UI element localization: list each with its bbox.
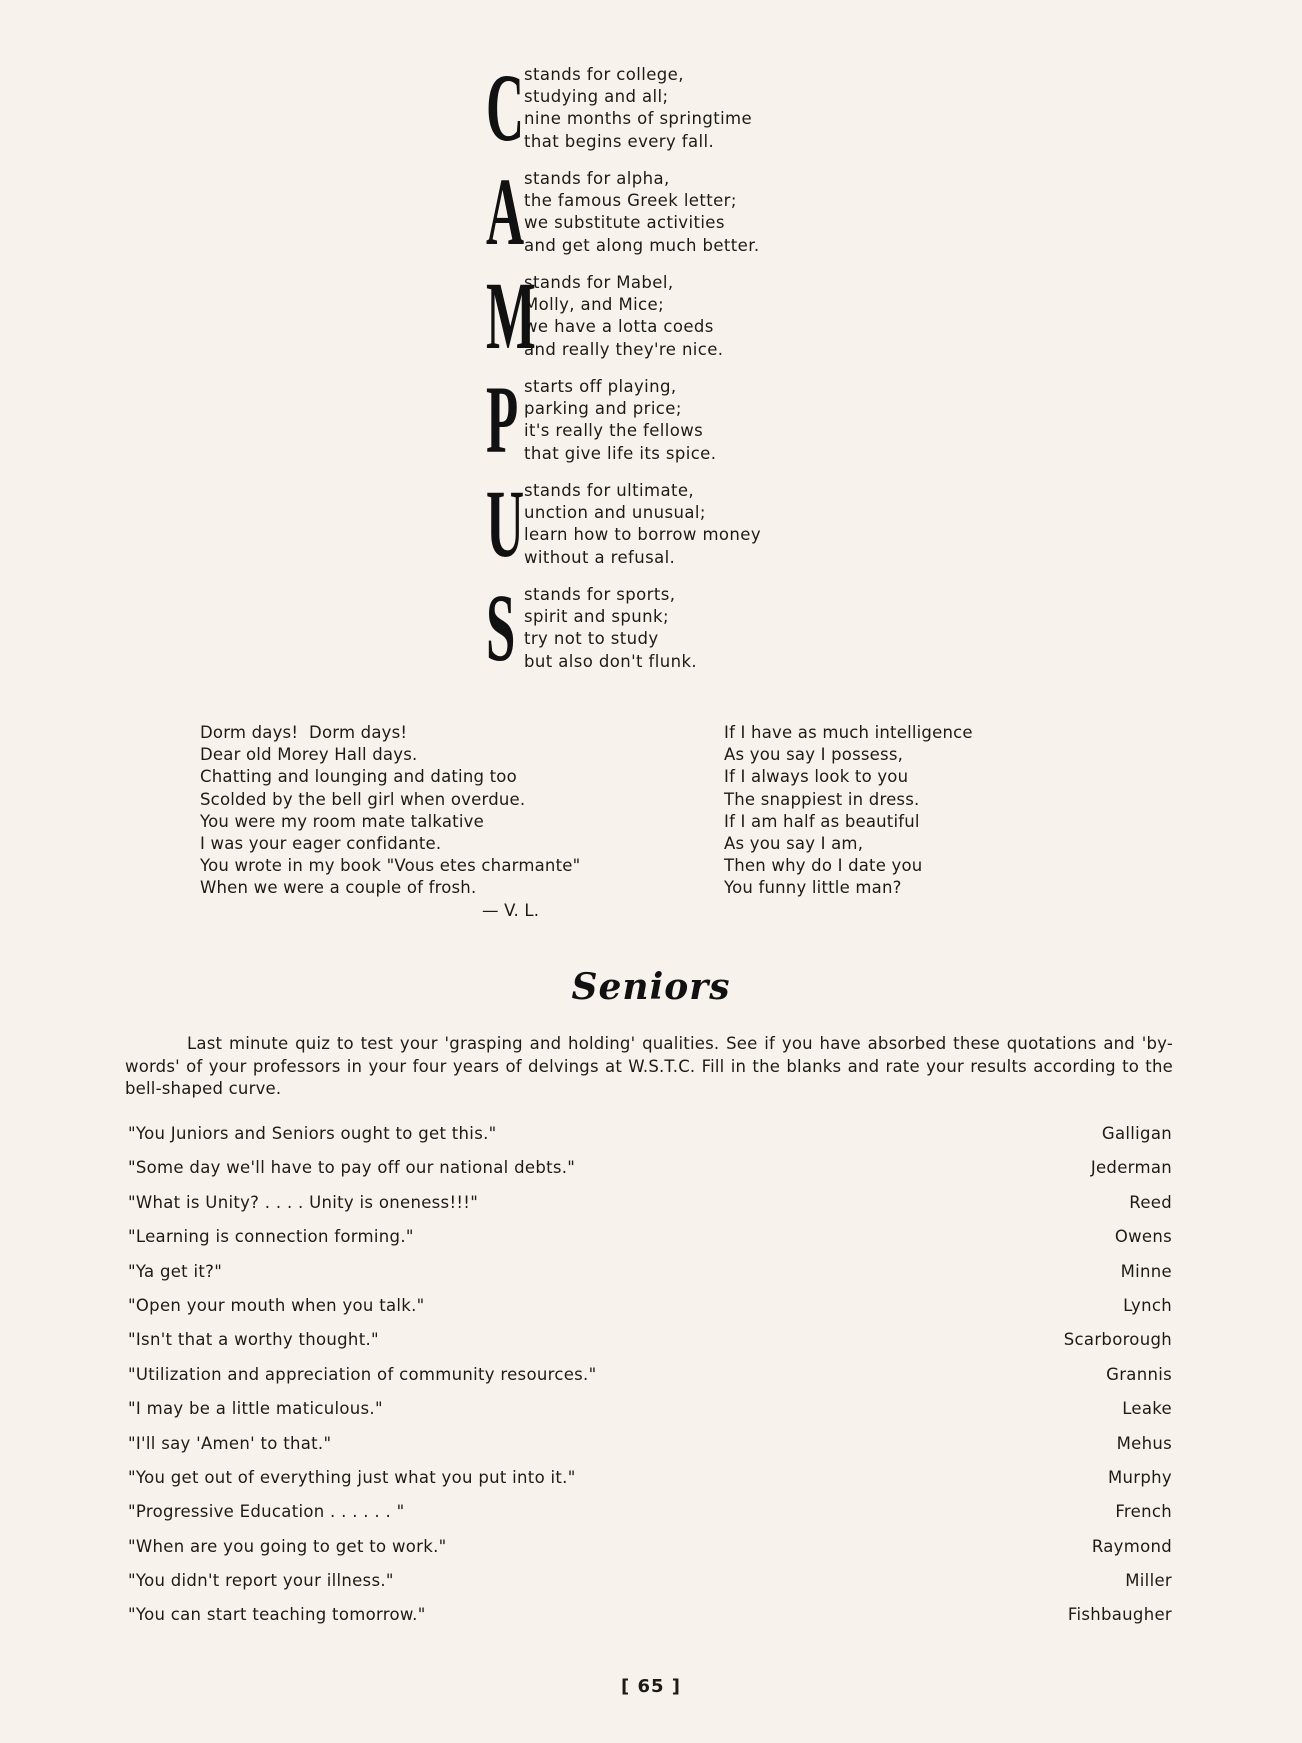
professor-name: French — [1115, 1502, 1172, 1522]
professor-name: Leake — [1122, 1399, 1172, 1419]
acrostic-initial-letter: P — [486, 366, 519, 473]
quote-text: "Open your mouth when you talk." — [128, 1295, 425, 1315]
professor-name: Fishbaugher — [1067, 1605, 1172, 1625]
professor-name: Grannis — [1106, 1364, 1172, 1384]
poem-line: Scolded by the bell girl when overdue. — [200, 789, 526, 809]
poem-line: You were my room mate talkative — [200, 811, 484, 831]
quote-text: "Utilization and appreciation of community resources." — [128, 1364, 597, 1384]
quote-row — [128, 1193, 1172, 1227]
acrostic-line: nine months of springtime — [524, 109, 753, 129]
quote-text: "Ya get it?" — [128, 1261, 223, 1281]
poem-line: Chatting and lounging and dating too — [200, 767, 517, 787]
poem-line: If I have as much intelligence — [724, 723, 973, 742]
professor-name: Galligan — [1101, 1124, 1172, 1143]
dorm-days-poem — [200, 722, 590, 922]
acrostic-line: stands for ultimate, — [524, 481, 695, 500]
poem-line: The snappiest in dress. — [724, 789, 920, 809]
acrostic-initial-letter: U — [486, 470, 525, 577]
poem-line: Dear old Morey Hall days. — [200, 745, 418, 765]
acrostic-line: we substitute activities — [524, 213, 725, 233]
funny-little-man-poem — [724, 722, 1064, 900]
acrostic-line: stands for alpha, — [524, 169, 670, 188]
seniors-intro-text: Last minute quiz to test your 'grasping and holding' qualities. See if you have absorbed these quotations and 'by-words' of your professors in your four years of delvings at W.S.T.C. Fill in the blanks and rate your results according to the bell-shaped curve. — [125, 1034, 1173, 1098]
acrostic-stanza-lines — [524, 168, 760, 257]
poem-line: As you say I am, — [724, 834, 864, 854]
quote-row — [128, 1399, 1172, 1433]
acrostic-line: and really they're nice. — [524, 339, 724, 359]
quote-row — [128, 1262, 1172, 1296]
acrostic-line: that begins every fall. — [524, 131, 715, 151]
acrostic-line: stands for college, — [524, 65, 684, 84]
acrostic-line: studying and all; — [524, 87, 669, 107]
quote-row — [128, 1296, 1172, 1330]
acrostic-stanza-lines — [524, 584, 697, 673]
quote-text: "Some day we'll have to pay off our national debts." — [128, 1158, 576, 1178]
quote-row — [128, 1502, 1172, 1536]
poem-line: When we were a couple of frosh. — [200, 878, 477, 898]
poem-signature: — V. L. — [482, 900, 540, 920]
acrostic-stanza — [486, 54, 816, 168]
professor-name: Jederman — [1090, 1158, 1172, 1178]
acrostic-line: unction and unusual; — [524, 503, 706, 523]
acrostic-line: learn how to borrow money — [524, 525, 762, 545]
professor-name: Murphy — [1108, 1467, 1172, 1487]
professor-name: Minne — [1120, 1261, 1172, 1281]
acrostic-initial-letter: C — [486, 54, 525, 161]
page-number: [ 65 ] — [620, 1676, 682, 1697]
professor-name: Owens — [1114, 1227, 1172, 1247]
poem-line: You funny little man? — [724, 878, 902, 898]
acrostic-line: stands for Mabel, — [524, 273, 674, 292]
quote-row — [128, 1605, 1172, 1639]
quote-row — [128, 1124, 1172, 1158]
quote-text: "You Juniors and Seniors ought to get this." — [128, 1124, 497, 1143]
acrostic-line: parking and price; — [524, 399, 682, 419]
quote-row — [128, 1434, 1172, 1468]
quote-row — [128, 1571, 1172, 1605]
acrostic-line: try not to study — [524, 629, 659, 649]
poem-line: If I am half as beautiful — [724, 811, 920, 831]
quote-row — [128, 1330, 1172, 1364]
quote-text: "You can start teaching tomorrow." — [128, 1605, 426, 1625]
acrostic-line: Molly, and Mice; — [524, 295, 665, 315]
acrostic-line: we have a lotta coeds — [524, 317, 714, 337]
acrostic-line: spirit and spunk; — [524, 607, 669, 627]
seniors-heading: Seniors — [571, 966, 731, 1008]
acrostic-initial-letter: M — [486, 262, 536, 369]
quote-row — [128, 1227, 1172, 1261]
quote-row — [128, 1158, 1172, 1192]
professor-name: Mehus — [1116, 1433, 1172, 1453]
dorm-days-lines — [200, 722, 590, 900]
acrostic-line: without a refusal. — [524, 547, 676, 567]
poem-line: You wrote in my book "Vous etes charmante" — [200, 856, 581, 876]
poem-line: Then why do I date you — [724, 856, 923, 876]
professor-name: Miller — [1125, 1571, 1172, 1591]
quote-text: "What is Unity? . . . . Unity is oneness!!!" — [128, 1192, 479, 1212]
acrostic-initial-letter: A — [486, 158, 525, 265]
professor-name: Raymond — [1091, 1536, 1172, 1556]
acrostic-stanza — [486, 366, 816, 480]
professor-name: Scarborough — [1063, 1330, 1172, 1350]
acrostic-line: starts off playing, — [524, 377, 677, 396]
acrostic-stanza — [486, 574, 816, 688]
quote-row — [128, 1468, 1172, 1502]
quote-text: "You get out of everything just what you put into it." — [128, 1467, 576, 1487]
acrostic-stanza — [486, 470, 816, 584]
quote-text: "I'll say 'Amen' to that." — [128, 1433, 332, 1453]
acrostic-line: stands for sports, — [524, 585, 676, 604]
funny-little-man-lines — [724, 722, 1064, 900]
acrostic-line: that give life its spice. — [524, 443, 717, 463]
quote-text: "I may be a little maticulous." — [128, 1399, 383, 1419]
professor-quotes-list — [128, 1124, 1172, 1640]
poem-line: I was your eager confidante. — [200, 834, 442, 854]
acrostic-stanza — [486, 262, 816, 376]
poem-line: Dorm days! Dorm days! — [200, 723, 408, 742]
quote-row — [128, 1537, 1172, 1571]
quote-text: "You didn't report your illness." — [128, 1571, 394, 1591]
poem-line: As you say I possess, — [724, 745, 904, 765]
quote-text: "Isn't that a worthy thought." — [128, 1330, 379, 1350]
professor-name: Reed — [1129, 1192, 1172, 1212]
acrostic-initial-letter: S — [486, 574, 516, 681]
acrostic-stanza-lines — [524, 376, 716, 465]
quote-text: "When are you going to get to work." — [128, 1536, 447, 1556]
quote-row — [128, 1365, 1172, 1399]
acrostic-stanza-lines — [524, 480, 761, 569]
campus-acrostic-poem — [486, 54, 816, 688]
quote-text: "Progressive Education . . . . . . " — [128, 1502, 405, 1522]
acrostic-line: it's really the fellows — [524, 421, 704, 441]
acrostic-line: and get along much better. — [524, 235, 760, 255]
acrostic-line: the famous Greek letter; — [524, 191, 737, 211]
acrostic-stanza — [486, 158, 816, 272]
quote-text: "Learning is connection forming." — [128, 1227, 414, 1247]
acrostic-line: but also don't flunk. — [524, 651, 698, 671]
seniors-intro — [125, 1033, 1173, 1101]
professor-name: Lynch — [1123, 1295, 1172, 1315]
poem-line: If I always look to you — [724, 767, 909, 787]
acrostic-stanza-lines — [524, 272, 723, 361]
acrostic-stanza-lines — [524, 64, 752, 153]
